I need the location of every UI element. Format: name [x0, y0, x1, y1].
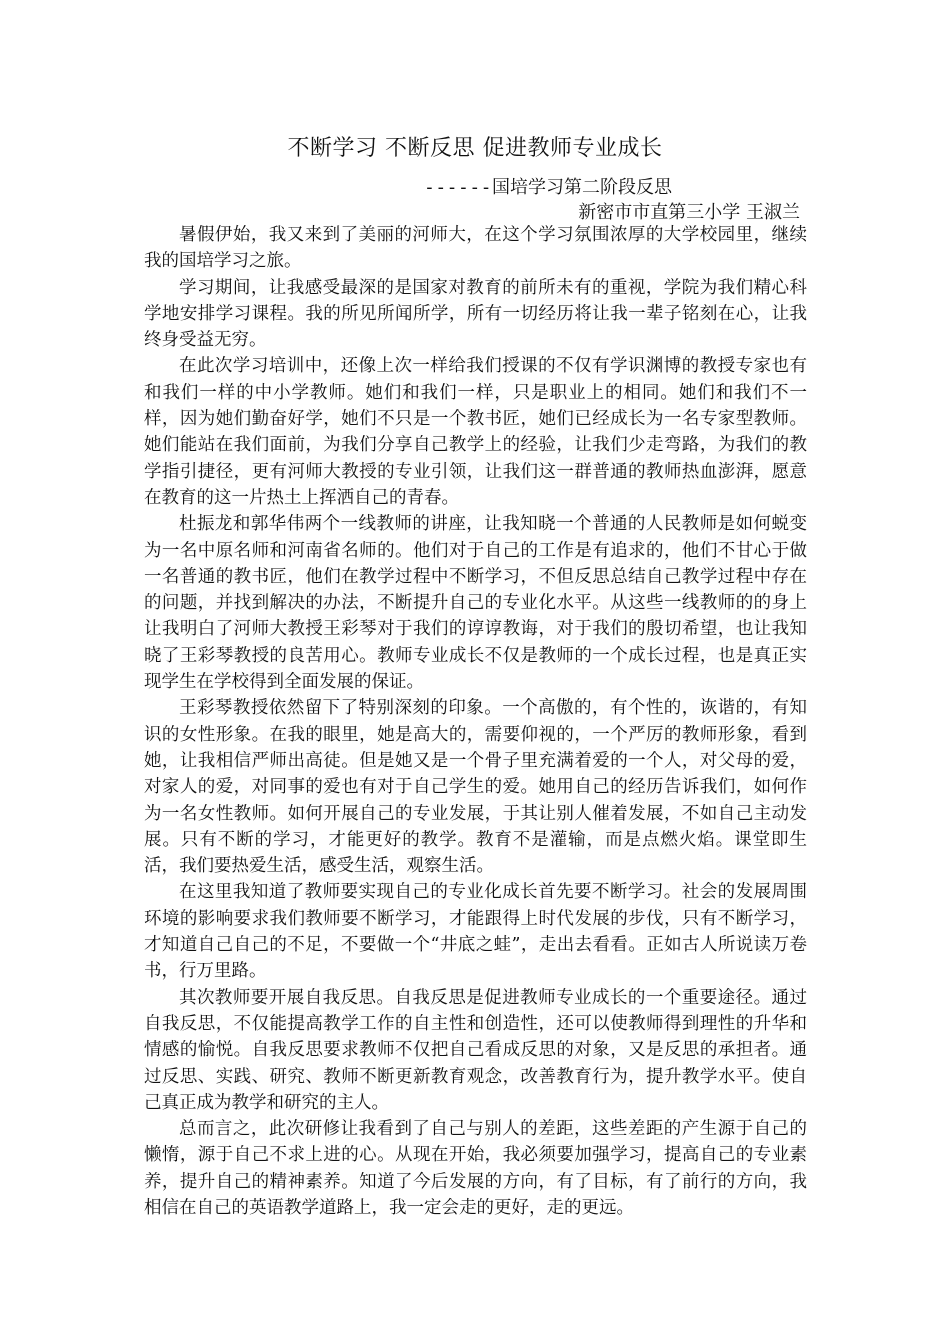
paragraph: 在这里我知道了教师要实现自己的专业化成长首先要不断学习。社会的发展周围环境的影响要求我们教师要不断学习，才能跟得上时代发展的步伐，只有不断学习，才知道自己自己的不足，不要做一个“井底之蛙”，走出去看看。正如古人所说读万卷书，行万里路。 — [144, 882, 807, 982]
subtitle-text: 国培学习第二阶段反思 — [492, 177, 673, 198]
paragraph: 总而言之，此次研修让我看到了自己与别人的差距，这些差距的产生源于自己的懒惰，源于自己不求上进的心。从现在开始，我必须要加强学习，提高自己的专业素养，提升自己的精神素养。知道了今后发展的方向，有了目标，有了前行的方向，我相信在自己的英语教学道路上，我一定会走的更好，走的更远。 — [144, 1119, 807, 1218]
paragraph: 其次教师要开展自我反思。自我反思是促进教师专业成长的一个重要途径。通过自我反思，不仅能提高教学工作的自主性和创造性，还可以使教师得到理性的升华和情感的愉悦。自我反思要求教师不仅把自己看成反思的对象，又是反思的承担者。通过反思、实践、研究、教师不断更新教育观念，改善教育行为，提升教学水平。使自己真正成为教学和研究的主人。 — [144, 987, 807, 1113]
author-line: 新密市市直第三小学 王淑兰 — [578, 202, 800, 223]
paragraph: 杜振龙和郭华伟两个一线教师的讲座，让我知晓一个普通的人民教师是如何蜕变为一名中原名师和河南省名师的。他们对于自己的工作是有追求的，他们不甘心于做一名普通的教书匠，他们在教学过程中不断学习，不但反思总结自己教学过程中存在的问题，并找到解决的办法，不断提升自己的专业化水平。从这些一线教师的的身上让我明白了河师大教授王彩琴对于我们的谆谆教诲，对于我们的殷切希望，也让我知晓了王彩琴教授的良苦用心。教师专业成长不仅是教师的一个成长过程，也是真正实现学生在学校得到全面发展的保证。 — [144, 514, 807, 693]
document-subtitle — [424, 175, 672, 200]
document-body — [144, 222, 807, 1221]
paragraph: 王彩琴教授依然留下了特别深刻的印象。一个高傲的，有个性的，诙谐的，有知识的女性形象。在我的眼里，她是高大的，需要仰视的，一个严厉的教师形象，看到她，让我相信严师出高徒。但是她又是一个骨子里充满着爱的一个人，对父母的爱，对家人的爱，对同事的爱也有对于自己学生的爱。她用自己的经历告诉我们，如何作为一名女性教师。如何开展自己的专业发展，于其让别人催着发展，不如自己主动发展。只有不断的学习，才能更好的教学。教育不是灌输，而是点燃火焰。课堂即生活，我们要热爱生活，感受生活，观察生活。 — [144, 698, 807, 877]
subtitle-dashes: ------ — [424, 177, 493, 198]
paragraph: 在此次学习培训中，还像上次一样给我们授课的不仅有学识渊博的教授专家也有和我们一样的中小学教师。她们和我们一样，只是职业上的相同。她们和我们不一样，因为她们勤奋好学，她们不只是一个教书匠，她们已经成长为一名专家型教师。她们能站在我们面前，为我们分享自己教学上的经验，让我们少走弯路，为我们的教学指引捷径，更有河师大教授的专业引领，让我们这一群普通的教师热血澎湃，愿意在教育的这一片热土上挥洒自己的青春。 — [144, 356, 807, 508]
document-title: 不断学习 不断反思 促进教师专业成长 — [287, 136, 663, 161]
paragraph: 暑假伊始，我又来到了美丽的河师大，在这个学习氛围浓厚的大学校园里，继续我的国培学习之旅。 — [144, 225, 807, 272]
paragraph: 学习期间，让我感受最深的是国家对教育的前所未有的重视，学院为我们精心科学地安排学习课程。我的所见所闻所学，所有一切经历将让我一辈子铭刻在心，让我终身受益无穷。 — [144, 277, 807, 351]
